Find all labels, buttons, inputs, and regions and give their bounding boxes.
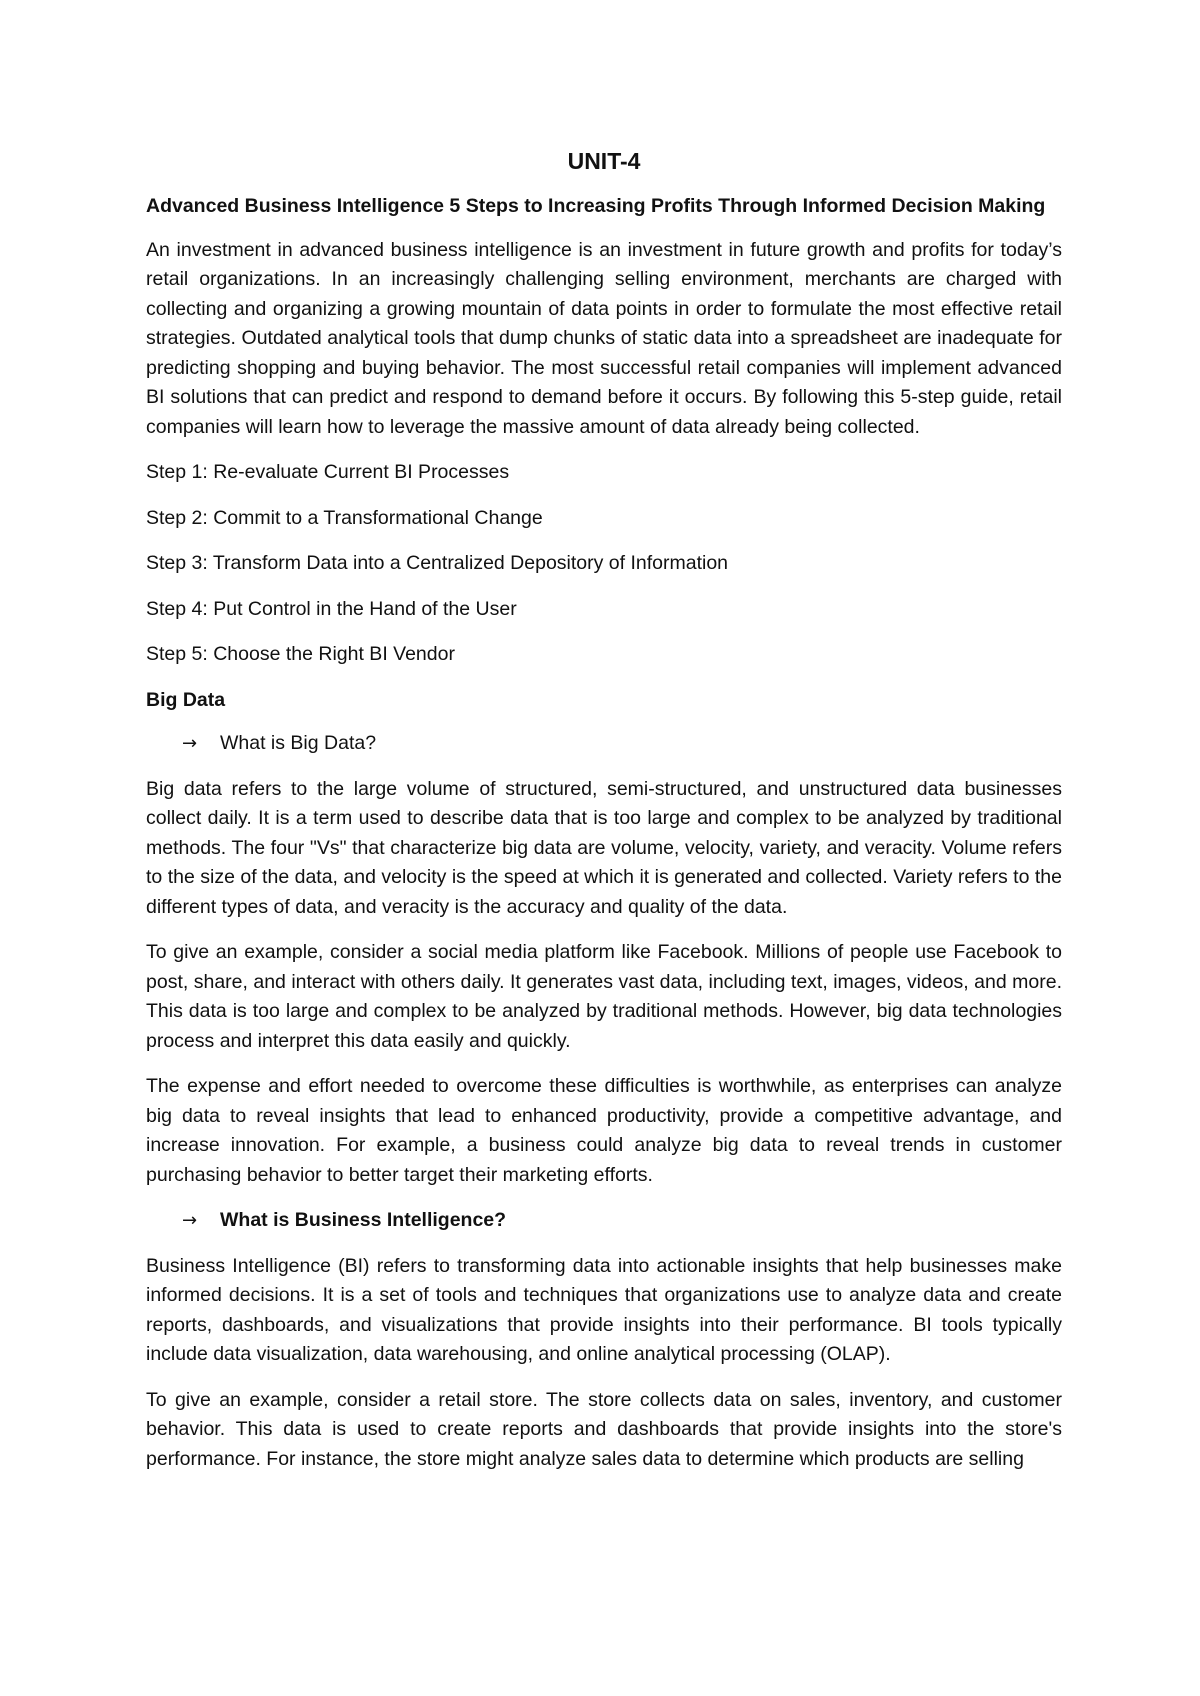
- step-5: Step 5: Choose the Right BI Vendor: [146, 643, 455, 665]
- big-data-paragraph-3: The expense and effort needed to overcome these difficulties is worthwhile, as enterprises can analyze big data to reveal insights that lead to enhanced productivity, provide a competitive advantage, and increase innovation. For example, a business could analyze big data to reveal trends in customer purchasing behavior to better target their marketing efforts.: [146, 1075, 1062, 1186]
- document-body: [146, 146, 1062, 1490]
- arrow-right-icon: →: [182, 733, 198, 754]
- bi-paragraph-2: To give an example, consider a retail store. The store collects data on sales, inventory, and customer behavior. This data is used to create reports and dashboards that provide insights into the store's performance. For instance, the store might analyze sales data to determine which products are selling: [146, 1388, 1062, 1470]
- bi-question: What is Business Intelligence?: [220, 1209, 507, 1231]
- page-title: UNIT-4: [567, 148, 641, 174]
- arrow-right-icon: →: [182, 1210, 198, 1231]
- step-1: Step 1: Re-evaluate Current BI Processes: [146, 461, 510, 483]
- big-data-bullet: [146, 729, 1062, 759]
- big-data-heading: Big Data: [146, 688, 226, 711]
- step-3: Step 3: Transform Data into a Centralized Depository of Information: [146, 552, 729, 574]
- big-data-question: What is Big Data?: [220, 732, 377, 754]
- intro-paragraph: An investment in advanced business intelligence is an investment in future growth and profits for today’s retail organizations. In an increasingly challenging selling environment, merchants are charged with collecting and organizing a growing mountain of data points in order to formulate the most effective retail strategies. Outdated analytical tools that dump chunks of static data into a spreadsheet are inadequate for predicting shopping and buying behavior. The most successful retail companies will implement advanced BI solutions that can predict and respond to demand before it occurs. By following this 5-step guide, retail companies will learn how to leverage the massive amount of data already being collected.: [146, 238, 1062, 438]
- step-4: Step 4: Put Control in the Hand of the User: [146, 597, 517, 620]
- bi-paragraph-1: Business Intelligence (BI) refers to transforming data into actionable insights that help businesses make informed decisions. It is a set of tools and techniques that organizations use to analyze data and create reports, dashboards, and visualizations that provide insights into their performance. BI tools typically include data visualization, data warehousing, and online analytical processing (OLAP).: [146, 1254, 1062, 1365]
- big-data-paragraph-2: To give an example, consider a social media platform like Facebook. Millions of people use Facebook to post, share, and interact with others daily. It generates vast data, including text, images, videos, and more. This data is too large and complex to be analyzed by traditional methods. However, big data technologies process and interpret this data easily and quickly.: [146, 941, 1062, 1052]
- step-2: Step 2: Commit to a Transformational Change: [146, 506, 543, 529]
- document-subtitle: Advanced Business Intelligence 5 Steps to Increasing Profits Through Informed Decision Making: [146, 195, 1046, 217]
- big-data-paragraph-1: Big data refers to the large volume of structured, semi-structured, and unstructured data businesses collect daily. It is a term used to describe data that is too large and complex to be analyzed by traditional methods. The four "Vs" that characterize big data are volume, velocity, variety, and veracity. Volume refers to the size of the data, and velocity is the speed at which it is generated and collected. Variety refers to the different types of data, and veracity is the accuracy and quality of the data.: [146, 777, 1062, 918]
- bi-bullet: [146, 1206, 1062, 1236]
